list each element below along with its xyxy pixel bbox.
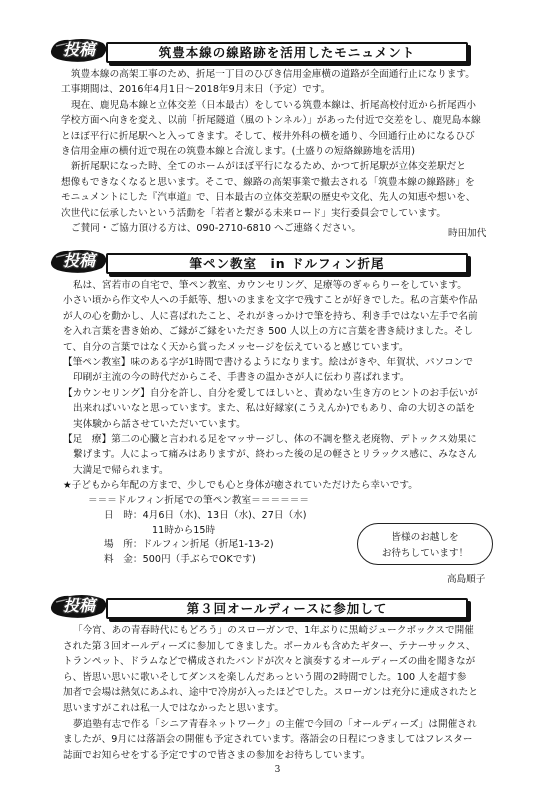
body-line: 思いますがこれは私一人ではなかったと思います。 (63, 702, 285, 714)
schedule-line: 場 所：ドルフィン折尾（折尾1-13-2) (104, 539, 274, 551)
body-line: 誌面でお知らせをする予定ですので皆さまの参加をお待ちしています。 (63, 749, 371, 761)
body-line: モニュメントにした『汽車道』で、日本最古の立体交差駅の歴史や文化、先人の知恵や想いを、 (61, 192, 476, 204)
toko-badge-label: 投稿 (62, 596, 95, 615)
article-title: 筑豊本線の線路跡を活用したモニュメント (106, 42, 468, 63)
schedule-line: ＝＝＝ドルフィン折尾での筆ペン教室＝＝＝＝＝＝ (88, 495, 310, 506)
body-line: 【筆ペン教室】味のある字が1時間で書けるようになります。絵はがきや、年賀状、パソコンで (63, 357, 474, 369)
body-line: 【足 療】第二の心臓と言われる足をマッサージし、体の不調を整え老廃物、デトックス効果に (63, 434, 477, 446)
bubble-line: お待ちしています！ (381, 548, 469, 559)
body-line: トランペット、ドラムなどで構成されたバンドが次々と演奏するオールディーズの曲を聞きなが (63, 656, 476, 668)
schedule-line: 日 時：4月6日（水)、13日（水)、27日（水) (104, 509, 307, 521)
schedule-line: 11時から15時 (152, 524, 216, 536)
body-line: ましたが、9月には落語会の開催も予定されています。落語会の日程につきましてはフレスター (63, 734, 473, 746)
body-line: 実体験から話させていただいています。 (73, 418, 246, 430)
body-line: て、自分の言葉ではなく天から賞ったメッセージを伝えていると感じています。 (63, 341, 409, 353)
body-line: 夢追塾有志で作る「シニア青春ネットワーク」の主催で今回の「オールディーズ」は開催され (73, 718, 477, 730)
article-body (63, 623, 503, 763)
schedule-line: 料 金：500円（手ぶらでOKです) (104, 554, 256, 566)
body-line: ら、皆思い思いに歌いそしてダンスを楽しんだあっという間の2時間でした。100 人を超す参 (63, 671, 467, 683)
toko-badge-label: 投稿 (62, 251, 95, 270)
body-line: 学校方面へ向きを変え、以前「折尾隧道（風のトンネル）」があった付近で交差をし、鹿児島本線 (61, 115, 481, 127)
body-line: 工事期間は、2016年4月1日～2018年9月末日（予定）です。 (61, 84, 331, 96)
body-line: が人の心を動かし、人に喜ばれたこと、それがきっかけで筆を持ち、利き手ではない左手で名前 (63, 310, 478, 322)
article-body (61, 67, 501, 236)
body-line: を入れ言葉を書き始め、ご縁がご縁をいただき 500 人以上の方に言葉を書き続けました。そし (63, 326, 474, 338)
page-number: 3 (274, 765, 281, 775)
speech-bubble (357, 523, 493, 565)
body-line: 筑豊本線の高架工事のため、折尾一丁目のひびき信用金庫横の道路が全面通行止になります。 (71, 69, 475, 80)
article-author: 時田加代 (448, 228, 487, 239)
body-line: 大満足で帰られます。 (73, 464, 169, 476)
body-line: 印刷が主流の今の時代だからこそ、手書きの温かさが人に伝わり喜ばれます。 (73, 372, 410, 384)
body-line: ★子どもから年配の方まで、少しでも心と身体が癒されていただけたら幸いです。 (63, 480, 418, 492)
article-title: 筆ペン教室 in ドルフィン折尾 (106, 253, 468, 274)
article-header (48, 596, 478, 618)
body-line: とほぼ平行に折尾駅へと入ってきます。そして、桜井外科の横を通り、今回通行止めになるひび (61, 130, 475, 142)
body-line: 想像もできなくなると思います。そこで、線路の高架事業で撤去される「筑豊本線の線路跡」を (61, 176, 475, 188)
body-line: き信用金庫の横付近で現在の筑豊本線と合流します。(土盛りの短絡線跡地を活用) (61, 146, 415, 158)
toko-badge-icon (48, 593, 110, 619)
body-line: 出来ればいいなと思っています。また、私は好縁家(こうえんか)でもあり、命の大切さの話を (73, 403, 476, 415)
body-line: ご賛同・ご協力頂ける方は、090-2710-6810 へご連絡ください。 (71, 223, 361, 235)
article-body (63, 278, 503, 494)
bubble-line: 皆様のお越しを (391, 532, 459, 543)
body-line: 【カウンセリング】自分を許し、自分を愛してほしいと、責めない生き方のヒントのお手伝いが (63, 387, 478, 399)
body-line: 私は、宮若市の自宅で、筆ペン教室、カウンセリング、足療等のぎゃらりーをしています。 (73, 280, 467, 291)
article-header (48, 251, 478, 273)
article-title: 第３回オールディースに参加して (106, 598, 468, 619)
article-author: 高島順子 (447, 574, 486, 585)
toko-badge-icon (48, 248, 110, 274)
toko-badge-icon (48, 37, 110, 63)
body-line: 繋げます。人によって痛みはありますが、終わった後の足の軽さとリラックス感に、みなさん (73, 449, 477, 461)
body-line: 「今宵、あの青春時代にもどろう」のスローガンで、1年ぶりに黒崎ジュークボックスで開催 (73, 625, 474, 636)
toko-badge-label: 投稿 (62, 40, 95, 59)
body-line: 加者で会場は熱気にあふれ、途中で冷房が入ったほどでした。スローガンは充分に達成されたと (63, 687, 479, 699)
body-line: 新折尾駅になった時、全てのホームがほぼ平行になるため、かつて折尾駅が立体交差駅だと (71, 161, 467, 173)
body-line: 現在、鹿児島本線と立体交差（日本最古）をしている筑豊本線は、折尾高校付近から折尾西小 (71, 99, 477, 111)
article-header (48, 40, 478, 62)
body-line: 次世代に伝承したいという活動を「若者と繋がる未来ロード」実行委員会でしています。 (61, 207, 446, 219)
body-line: 小さい頃から作文や人への手紙等、想いのままを文字で残すことが好きでした。私の言葉や作品 (63, 295, 478, 307)
body-line: された第３回オールディーズに参加してきました。ボーカルも含めたギター、テナーサックス、 (63, 640, 476, 652)
schedule-block (88, 494, 388, 568)
